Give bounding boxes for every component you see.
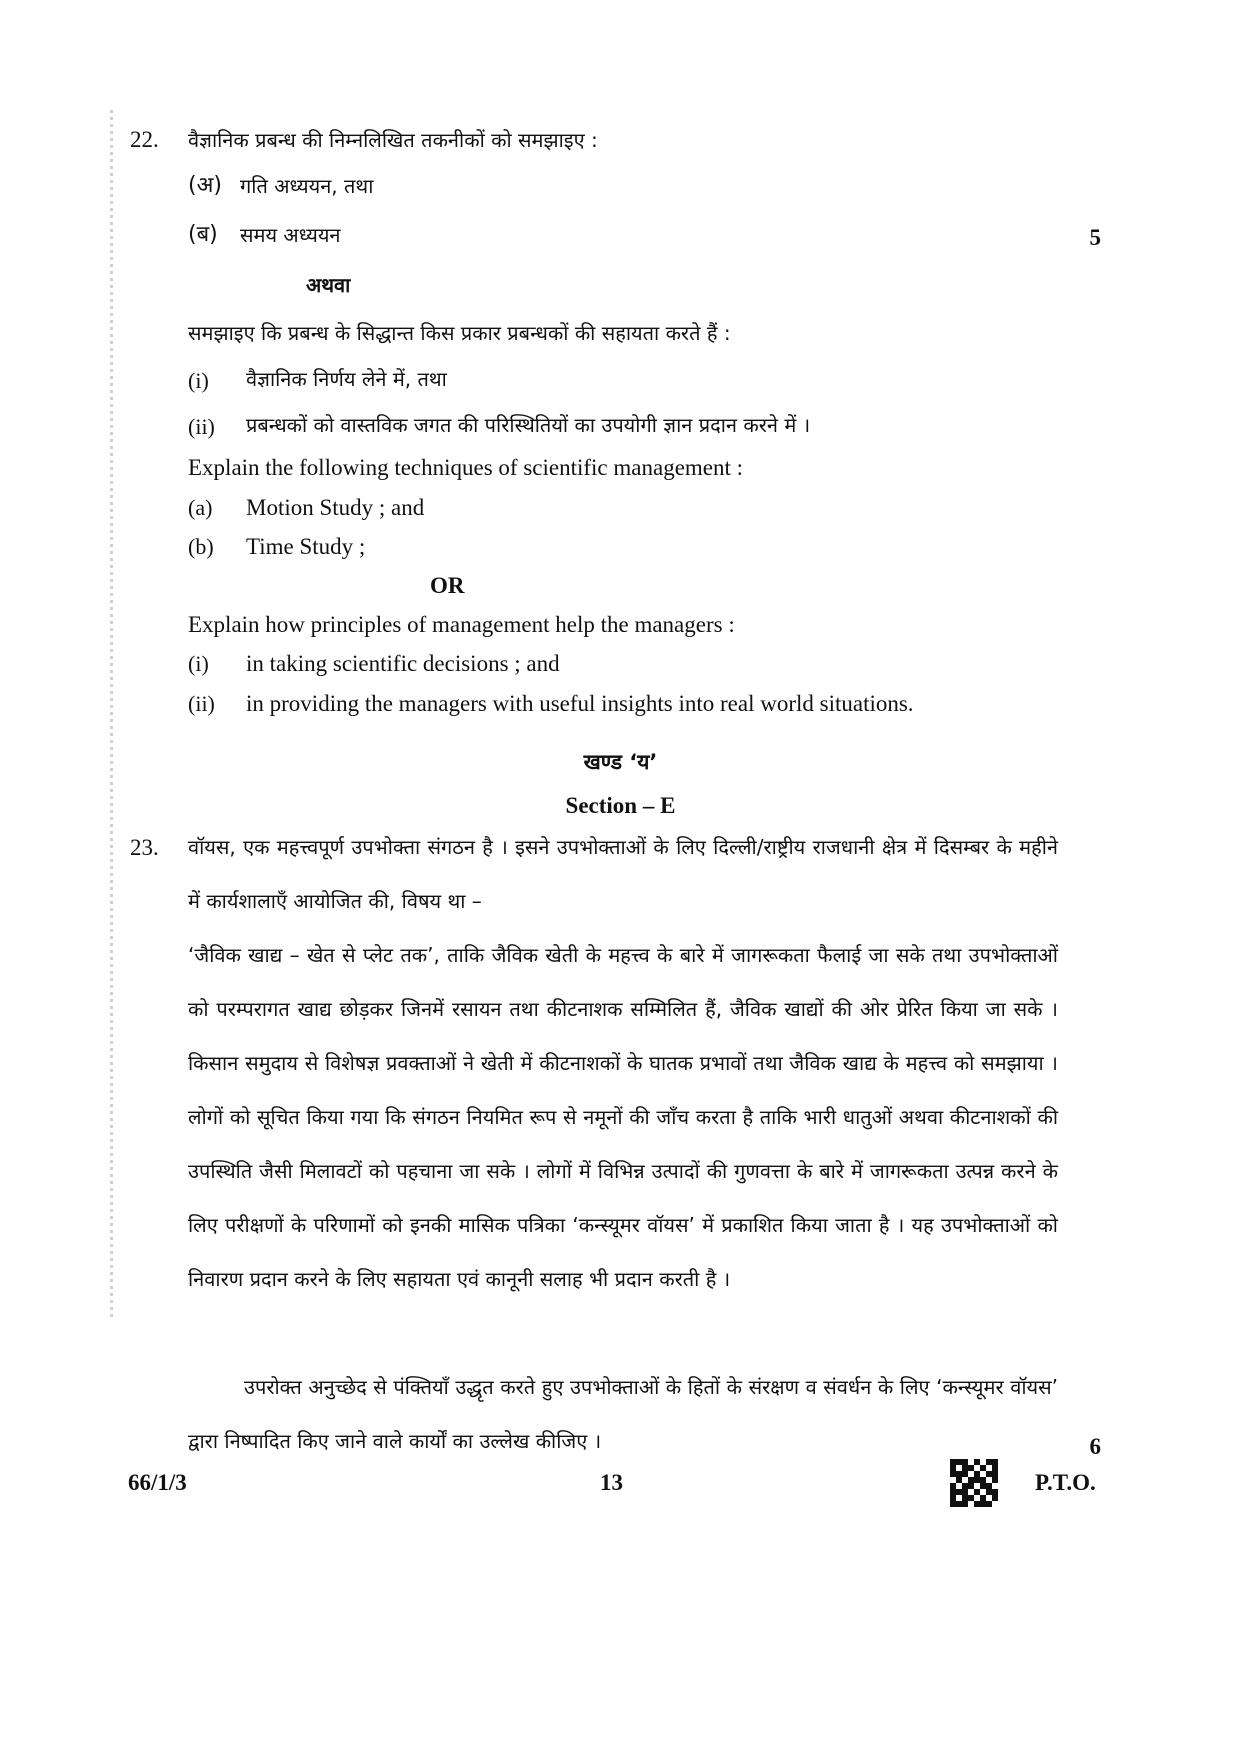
pto-label: P.T.O. xyxy=(1035,1470,1096,1495)
q22-en-ii-label: (ii) xyxy=(188,691,215,716)
q22-en-b-text: Time Study ; xyxy=(246,534,366,559)
q22-hi-or: अथवा xyxy=(306,273,351,297)
q22-hi-b-label: (ब) xyxy=(188,222,218,247)
q22-hi-question: वैज्ञानिक प्रबन्ध की निम्नलिखित तकनीकों को समझाइए : xyxy=(188,128,598,152)
q22-hi-i-label: (i) xyxy=(188,368,209,393)
q23-paragraph-1: वॉयस, एक महत्त्वपूर्ण उपभोक्ता संगठन है । इसने उपभोक्ताओं के लिए दिल्ली/राष्ट्रीय राजधानी क्षेत्र में दिसम्बर के महीने में कार्यशालाएँ आयोजित की, विषय था – xyxy=(188,835,1058,913)
paper-code: 66/1/3 xyxy=(128,1470,187,1495)
q22-en-ii-text: in providing the managers with useful insights into real world situations. xyxy=(246,691,914,716)
q22-en-a-label: (a) xyxy=(188,495,213,520)
section-en-title: Section – E xyxy=(565,793,676,818)
q23-paragraph-3: उपरोक्त अनुच्छेद से पंक्तियाँ उद्धृत करते हुए उपभोक्ताओं के हितों के संरक्षण व संवर्धन के लिए ‘कन्स्यूमर वॉयस’ द्वारा निष्पादित किए जाने वाले कार्यों का उल्लेख कीजिए । xyxy=(188,1375,1058,1453)
q22-hi-ii-label: (ii) xyxy=(188,414,215,439)
q22-hi-or-question: समझाइए कि प्रबन्ध के सिद्धान्त किस प्रकार प्रबन्धकों की सहायता करते हैं : xyxy=(188,321,731,345)
q22-hi-i-text: वैज्ञानिक निर्णय लेने में, तथा xyxy=(246,367,447,391)
qr-code-icon xyxy=(950,1459,998,1507)
q22-marks: 5 xyxy=(1089,225,1101,250)
margin-strip xyxy=(110,110,113,1320)
q22-en-b-label: (b) xyxy=(188,534,214,559)
q22-en-or-question: Explain how principles of management help the managers : xyxy=(188,612,735,637)
q22-hi-ii-text: प्रबन्धकों को वास्तविक जगत की परिस्थितियों का उपयोगी ज्ञान प्रदान करने में । xyxy=(246,413,811,437)
q22-en-or: OR xyxy=(430,573,465,598)
q23-number: 23. xyxy=(130,835,159,860)
q22-number: 22. xyxy=(130,127,159,152)
q22-en-i-text: in taking scientific decisions ; and xyxy=(246,651,560,676)
q23-marks: 6 xyxy=(1089,1434,1101,1459)
q22-en-question: Explain the following techniques of scientific management : xyxy=(188,455,744,480)
section-hi-title: खण्ड ‘य’ xyxy=(583,750,658,774)
q23-paragraph-2: ‘जैविक खाद्य – खेत से प्लेट तक’, ताकि जैविक खेती के महत्त्व के बारे में जागरूकता फैलाई जा सके तथा उपभोक्ताओं को परम्परागत खाद्य छोड़कर जिनमें रसायन तथा कीटनाशक सम्मिलित हैं, जैविक खाद्यों की ओर प्रेरित किया जा सके । किसान समुदाय से विशेषज्ञ प्रवक्ताओं ने खेती में कीटनाशकों के घातक प्रभावों तथा जैविक खाद्य के महत्त्व को समझाया । लोगों को सूचित किया गया कि संगठन नियमित रूप से नमूनों की जाँच करता है ताकि भारी धातुओं अथवा कीटनाशकों की उपस्थिति जैसी मिलावटों को पहचाना जा सके । लोगों में विभिन्न उत्पादों की गुणवत्ता के बारे में जागरूकता उत्पन्न करने के लिए परीक्षणों के परिणामों को इनकी मासिक पत्रिका ‘कन्स्यूमर वॉयस’ में प्रकाशित किया जाता है । यह उपभोक्ताओं को निवारण प्रदान करने के लिए सहायता एवं कानूनी सलाह भी प्रदान करती है । xyxy=(188,943,1058,1291)
q22-hi-b-text: समय अध्ययन xyxy=(240,223,341,247)
q22-en-i-label: (i) xyxy=(188,651,209,676)
q22-en-a-text: Motion Study ; and xyxy=(246,495,425,520)
page-number: 13 xyxy=(600,1470,623,1495)
q22-hi-a-text: गति अध्ययन, तथा xyxy=(240,174,374,198)
q22-hi-a-label: (अ) xyxy=(188,173,222,198)
